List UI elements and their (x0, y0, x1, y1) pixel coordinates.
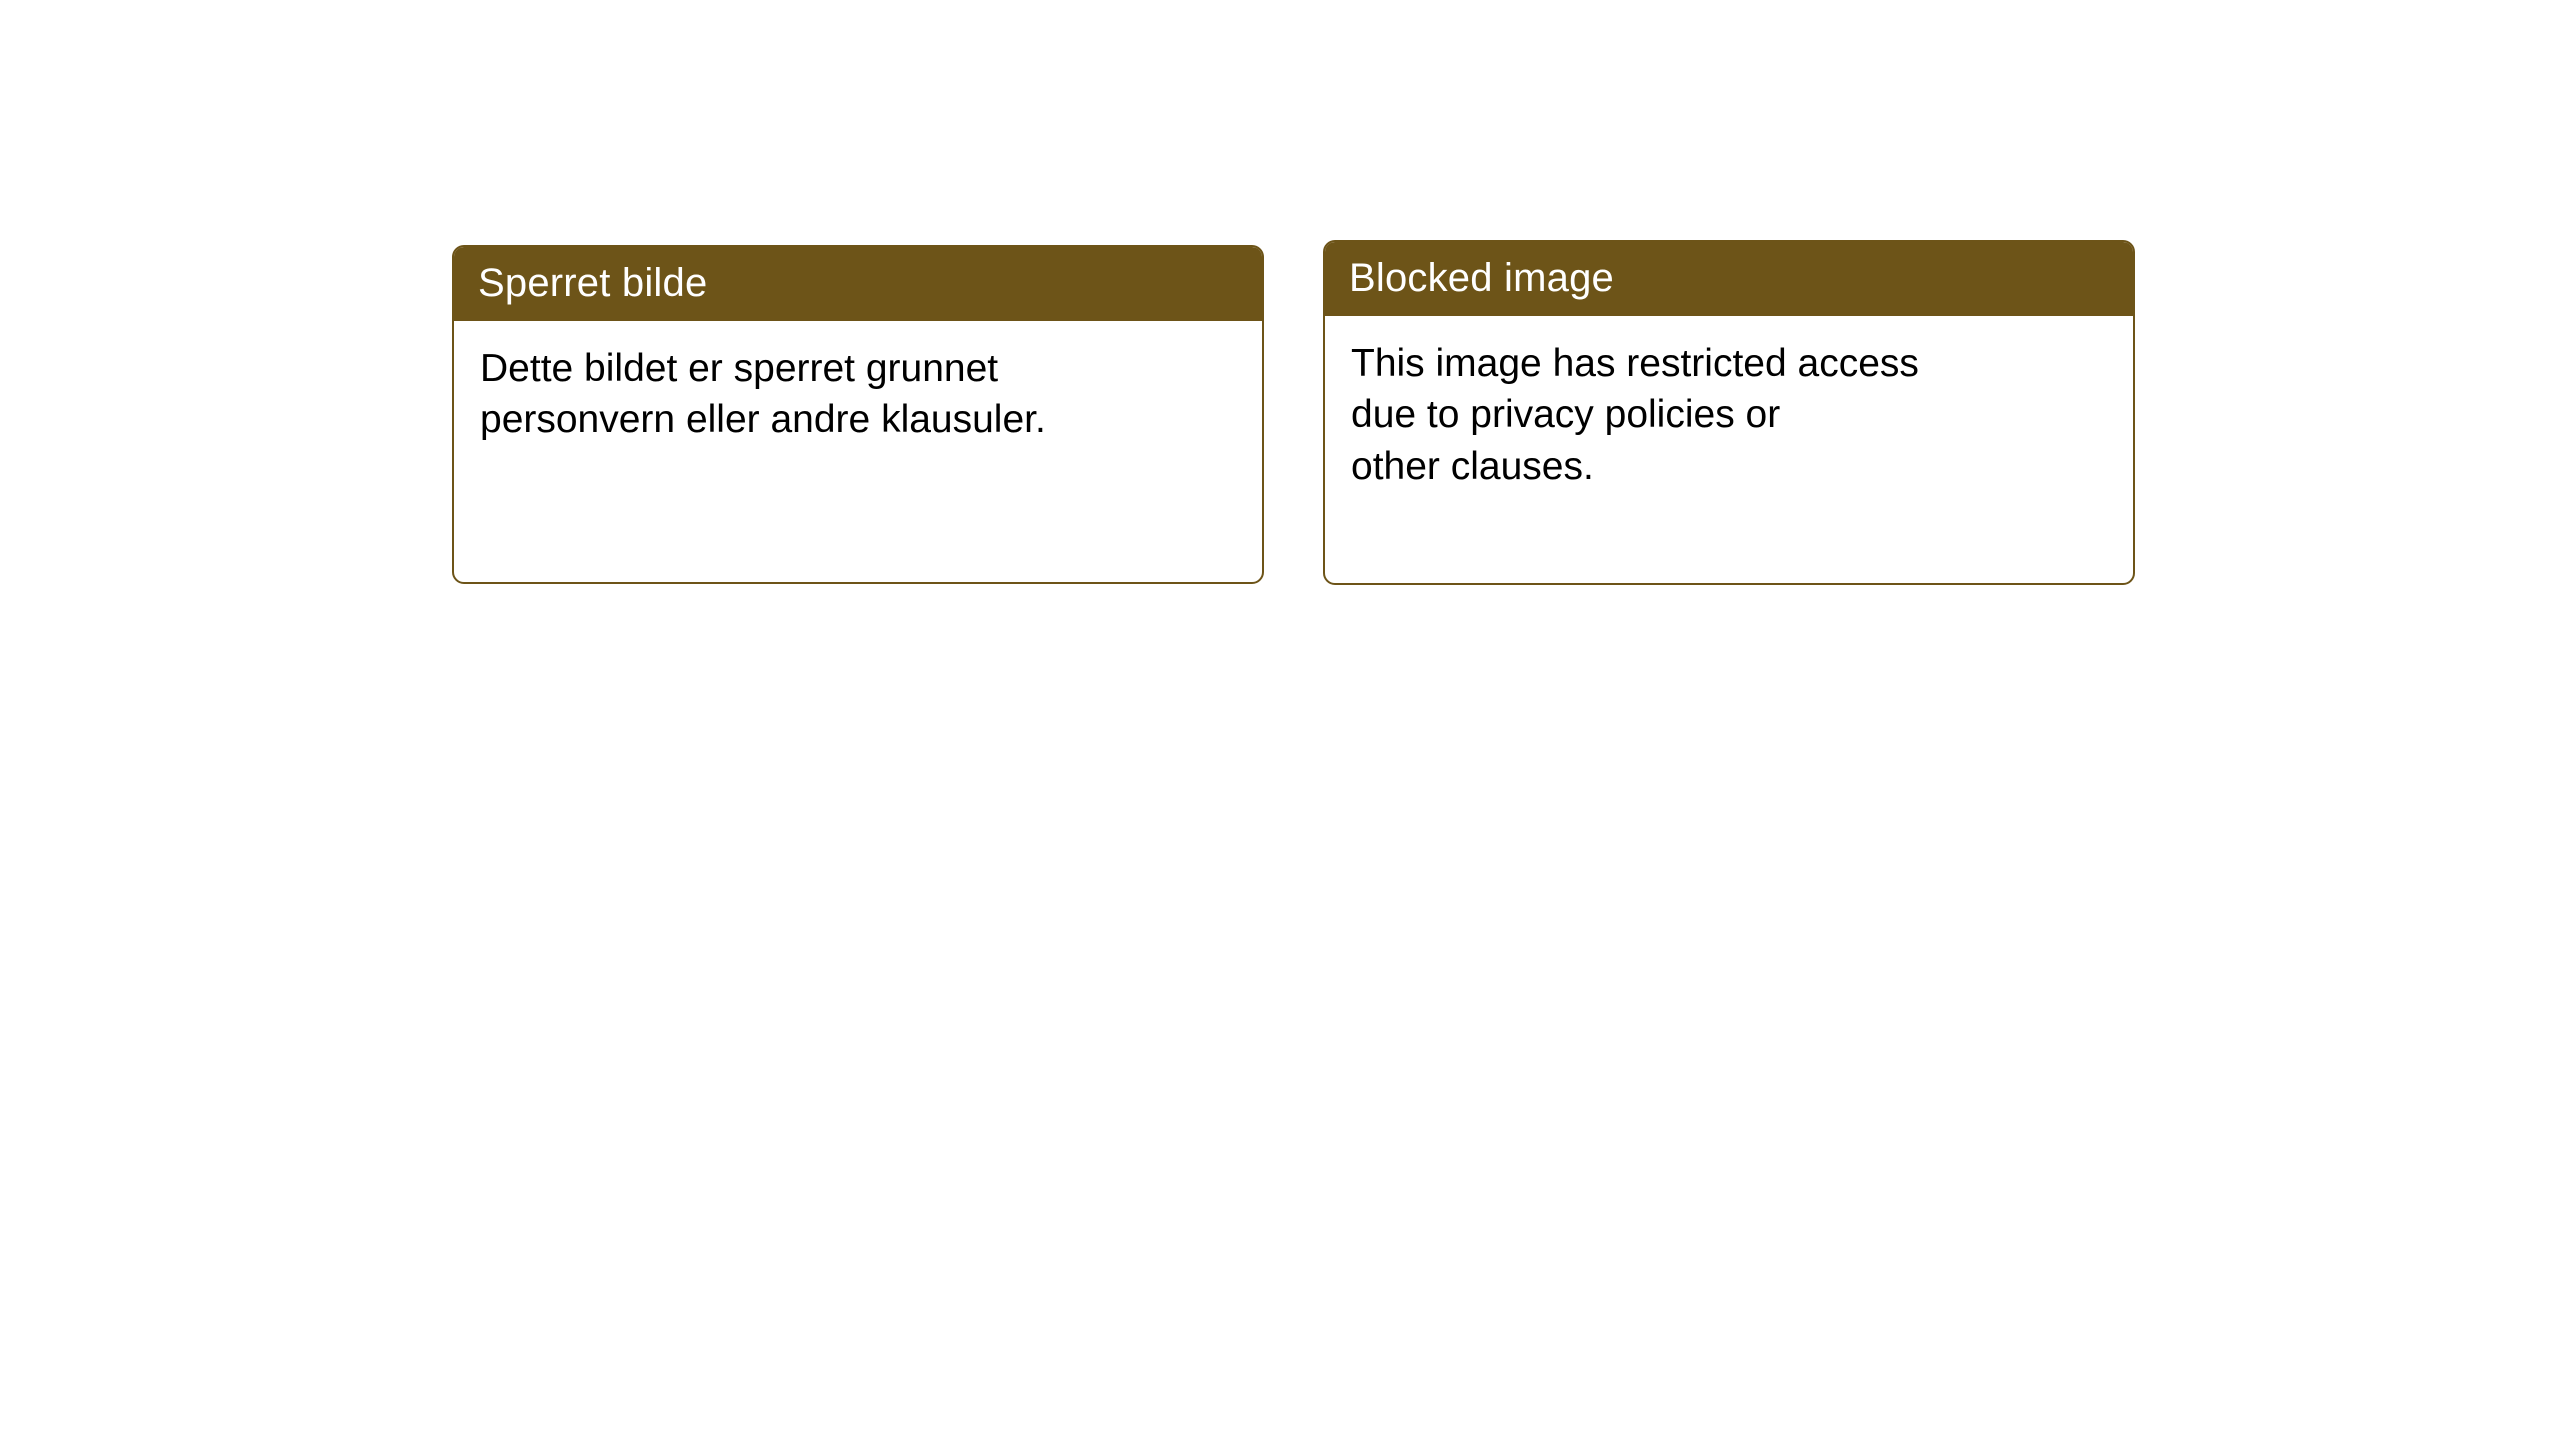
notice-body-line: due to privacy policies or (1351, 393, 1781, 437)
notice-title-en: Blocked image (1325, 242, 2133, 316)
notice-body-line: personvern eller andre klausuler. (480, 398, 1046, 442)
notice-body-line: Dette bildet er sperret grunnet (480, 347, 999, 390)
notice-body-nb (454, 321, 1262, 470)
notice-body-line: other clauses. (1351, 444, 1594, 488)
blocked-image-notice-en (1323, 240, 2135, 585)
blocked-image-notice-nb (452, 245, 1264, 584)
notice-body-en (1325, 316, 2133, 516)
notice-title-nb: Sperret bilde (454, 247, 1262, 321)
notice-body-line: This image has restricted access (1351, 342, 1919, 385)
